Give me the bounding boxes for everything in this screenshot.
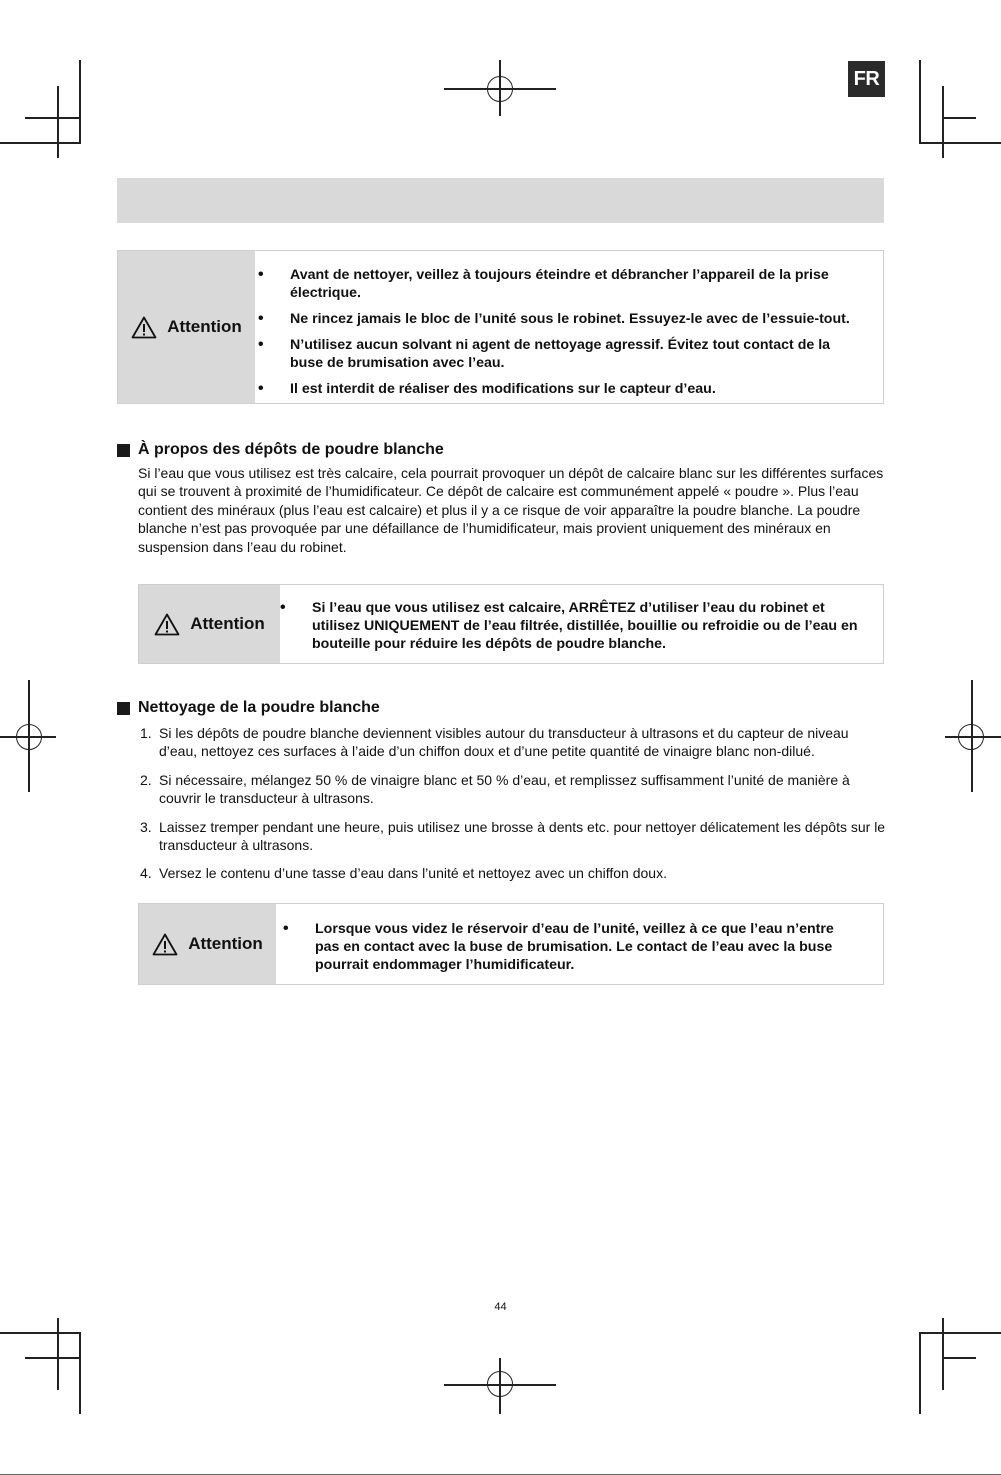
attention-box-1 xyxy=(117,250,884,404)
step-number: 2. xyxy=(140,771,152,788)
section-title-text: Nettoyage de la poudre blanche xyxy=(138,699,380,716)
attention-item: • Il est interdit de réaliser des modifications sur le capteur d’eau. xyxy=(256,380,864,398)
attention-item: • Ne rincez jamais le bloc de l’unité sous le robinet. Essuyez-le avec de l’essuie-tout. xyxy=(256,310,864,328)
attention-box-2 xyxy=(138,584,884,664)
list-item xyxy=(138,864,886,882)
section-title-text: À propos des dépôts de poudre blanche xyxy=(138,441,444,458)
language-badge: FR xyxy=(848,61,885,97)
attention-label xyxy=(139,585,280,663)
attention-label xyxy=(118,251,255,403)
step-text: Laissez tremper pendant une heure, puis utilisez une brosse à dents etc. pour nettoyer délicatement les dépôts sur le transducteur à ultrasons. xyxy=(159,818,886,854)
warning-triangle-icon xyxy=(152,933,178,956)
square-bullet-icon xyxy=(117,444,130,457)
section-title-powder xyxy=(117,441,444,459)
warning-triangle-icon xyxy=(131,316,157,339)
attention-list xyxy=(281,920,841,982)
attention-item: • Avant de nettoyer, veillez à toujours éteindre et débrancher l’appareil de la prise électrique. xyxy=(256,266,864,302)
attention-label xyxy=(139,904,276,984)
attention-label-text: Attention xyxy=(167,317,242,336)
list-item xyxy=(138,818,886,855)
step-number: 4. xyxy=(140,865,152,882)
attention-list xyxy=(256,266,864,406)
page-number: 44 xyxy=(494,1301,507,1313)
warning-triangle-icon xyxy=(154,613,180,636)
attention-box-3 xyxy=(138,903,884,985)
attention-item: • Lorsque vous videz le réservoir d’eau de l’unité, veillez à ce que l’eau n’entre pas en contact avec la buse de brumisation. Le contact de l’eau avec la buse pourrait endommager l’humidificateur. xyxy=(281,920,841,974)
step-text: Versez le contenu d’une tasse d’eau dans l’unité et nettoyez avec un chiffon doux. xyxy=(159,865,667,882)
cleaning-steps xyxy=(138,724,886,893)
attention-label-text: Attention xyxy=(188,934,263,953)
powder-paragraph: Si l’eau que vous utilisez est très calcaire, cela pourrait provoquer un dépôt de calcaire blanc sur les différentes surfaces qui se trouvent à proximité de l’humidificateur. Ce dépôt de calcaire est communément appelé « poudre ». Plus l’eau contient des minéraux (plus l’eau est calcaire) et plus il y a ce risque de voir apparaître la poudre blanche. La poudre blanche n’est pas provoquée par une défaillance de l’humidificateur, mais provient uniquement des minéraux en suspension dans l’eau du robinet. xyxy=(138,465,884,555)
list-item xyxy=(138,771,886,808)
square-bullet-icon xyxy=(117,702,130,715)
section-header-bar xyxy=(117,178,884,223)
attention-label-text: Attention xyxy=(190,614,265,633)
step-text: Si nécessaire, mélangez 50 % de vinaigre blanc et 50 % d’eau, et remplissez suffisamment l’unité de manière à couvrir le transducteur à ultrasons. xyxy=(159,771,850,807)
list-item xyxy=(138,724,886,761)
section-title-cleaning xyxy=(117,699,380,717)
attention-item: • N’utilisez aucun solvant ni agent de nettoyage agressif. Évitez tout contact de la buse de brumisation avec l’eau. xyxy=(256,336,864,372)
attention-item: • Si l’eau que vous utilisez est calcaire, ARRÊTEZ d’utiliser l’eau du robinet et utilisez UNIQUEMENT de l’eau filtrée, distillée, bouillie ou refroidie ou de l’eau en bouteille pour réduire les dépôts de poudre blanche. xyxy=(278,599,863,653)
step-text: Si les dépôts de poudre blanche deviennent visibles autour du transducteur à ultrasons et du capteur de niveau d’eau, nettoyez ces surfaces à l’aide d’un chiffon doux et d’une petite quantité de vinaigre blanc non-dilué. xyxy=(159,725,849,760)
step-number: 1. xyxy=(140,725,152,741)
attention-list xyxy=(278,599,863,661)
step-number: 3. xyxy=(140,818,152,835)
